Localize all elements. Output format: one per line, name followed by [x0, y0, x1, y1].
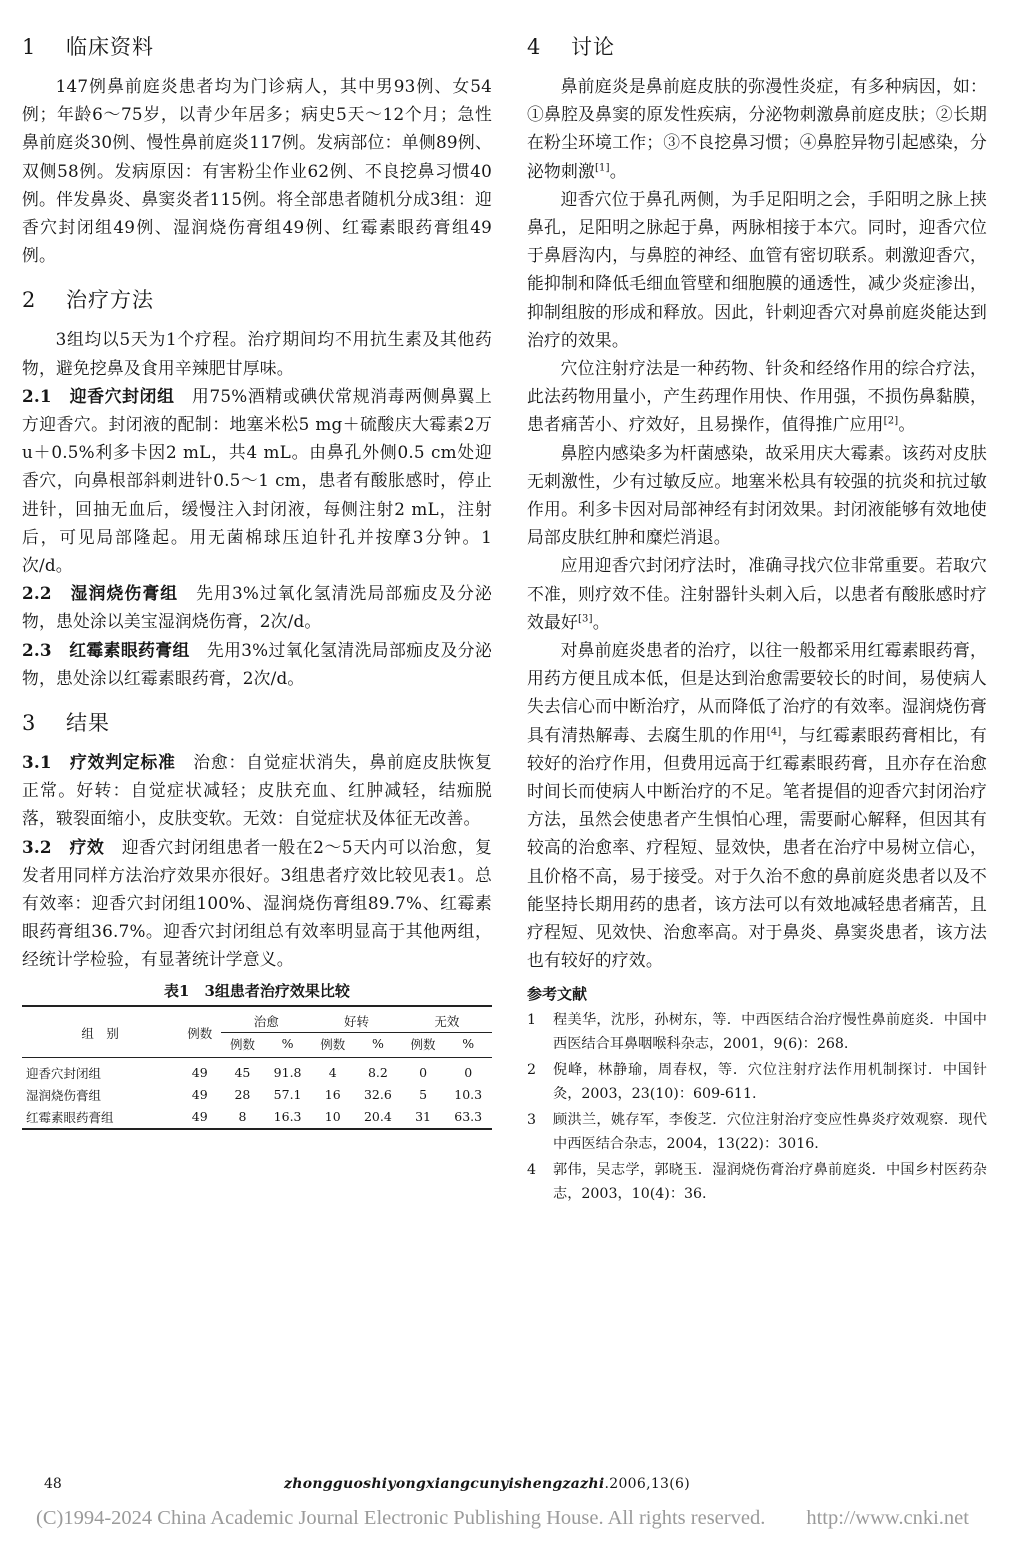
cell-group: 红霉素眼药膏组: [26, 1109, 114, 1125]
subsection-text: 先用3%过氧化氢清洗局部痂皮及分泌物，患处涂以美宝湿润烧伤膏，2次/d。: [22, 583, 492, 632]
cell-cure-n: 8: [238, 1109, 247, 1125]
reference-text: 倪峰，林静瑜，周春权，等．穴位注射疗法作用机制探讨．中国针灸，2003，23(10)：609-611.: [553, 1061, 987, 1102]
subsection-text: 先用3%过氧化氢清洗局部痂皮及分泌物，患处涂以红霉素眼药膏，2次/d。: [22, 639, 492, 688]
cell-better-pct: 20.4: [363, 1109, 392, 1125]
cell-better-pct: 32.6: [363, 1087, 392, 1103]
citation-ref: [1]: [594, 162, 610, 174]
subsection-3-2: [22, 833, 492, 974]
section-title: 讨论: [571, 35, 615, 59]
subheader-n: 例数: [402, 1032, 445, 1057]
cell-cure-pct: 16.3: [273, 1109, 302, 1125]
header-better: 好转: [344, 1013, 370, 1029]
subsection-text: 治愈：自觉症状消失，鼻前庭皮肤恢复正常。好转：自觉症状减轻；皮肤充血、红肿减轻，结痂脱落，皲裂面缩小，皮肤变软。无效：自觉症状及体征无改善。: [22, 752, 492, 829]
cell-cure-n: 45: [234, 1065, 251, 1081]
subsection-text: 迎香穴封闭组患者一般在2～5天内可以治愈，复发者用同样方法治疗效果亦很好。3组患者疗效比较见表1。总有效率：迎香穴封闭组100%、湿润烧伤膏组89.7%、红霉素眼药膏组36.7%。迎香穴封闭组总有效率明显高于其他两组，经统计学检验，有显著统计学意义。: [22, 836, 492, 970]
discussion-paragraph: 鼻腔内感染多为杆菌感染，故采用庆大霉素。该药对皮肤无刺激性，少有过敏反应。地塞米松具有较强的抗炎和抗过敏作用。利多卡因对局部神经有封闭效果。封闭液能够有效地使局部皮肤红肿和糜烂消退。: [527, 442, 987, 548]
section-number: 1: [22, 35, 37, 59]
subsection-2-1: [22, 382, 492, 579]
header-cure: 治愈: [253, 1013, 279, 1029]
cell-n: 49: [191, 1065, 208, 1081]
table-row: [22, 1106, 492, 1129]
section-number: 2: [22, 288, 37, 313]
treatment-paragraph: 3组均以5天为1个疗程。治疗期间均不用抗生素及其他药物，避免挖鼻及食用辛辣肥甘厚味。: [22, 329, 492, 378]
section-number: 4: [527, 35, 542, 59]
cell-none-pct: 10.3: [454, 1087, 483, 1103]
reference-item: [527, 1108, 987, 1156]
reference-item: [527, 1158, 987, 1206]
subsection-heading: 3.2 疗效: [22, 836, 105, 857]
subsection-2-3: [22, 636, 492, 692]
cell-none-n: 5: [419, 1087, 428, 1103]
table-caption: 表1 3组患者治疗效果比较: [164, 981, 350, 1000]
journal-citation: [284, 1476, 690, 1492]
section-title: 结果: [66, 711, 110, 736]
section-3-heading: [22, 708, 492, 738]
header-group: 组 别: [81, 1026, 119, 1042]
discussion-paragraph: [527, 72, 987, 185]
cell-n: 49: [191, 1087, 208, 1103]
page-number: 48: [44, 1476, 62, 1492]
reference-item: [527, 1058, 987, 1106]
discussion-paragraph: [527, 551, 987, 636]
section-number: 3: [22, 711, 37, 736]
subsection-heading: 3.1 疗效判定标准: [22, 752, 176, 773]
table-row: [22, 1057, 492, 1084]
table-row: [22, 1084, 492, 1106]
cell-none-pct: 0: [464, 1065, 473, 1081]
reference-number: 1: [527, 1011, 537, 1028]
reference-number: 2: [527, 1061, 537, 1078]
clinical-data-paragraph: 147例鼻前庭炎患者均为门诊病人，其中男93例、女54例；年龄6～75岁，以青少年居多；病史5天～12个月；急性鼻前庭炎30例、慢性鼻前庭炎117例。发病部位：单侧89例、双侧58例。发病原因：有害粉尘作业62例、不良挖鼻习惯40例。伴发鼻炎、鼻窦炎者115例。将全部患者随机分成3组：迎香穴封闭组49例、湿润烧伤膏组49例、红霉素眼药膏组49例。: [22, 76, 492, 266]
header-none: 无效: [434, 1013, 460, 1029]
cell-better-n: 16: [324, 1087, 341, 1103]
section-2-heading: [22, 285, 492, 315]
section-title: 治疗方法: [66, 288, 154, 313]
discussion-paragraph: [527, 636, 987, 974]
subheader-pct: %: [354, 1032, 402, 1057]
subheader-n: 例数: [221, 1032, 264, 1057]
citation-ref: [3]: [577, 613, 593, 625]
subsection-text: 用75%酒精或碘伏常规消毒两侧鼻翼上方迎香穴。封闭液的配制：地塞米松5 mg＋硫酸庆大霉素2万u＋0.5%利多卡因2 mL，共4 mL。由鼻孔外侧0.5 cm处迎香穴，向鼻根部斜刺进针0.5～1 cm，患者有酸胀感时，停止进针，回抽无血后，缓慢注入封闭液，每侧注射2 mL，注射后，可见局部隆起。用无菌棉球压迫针孔并按摩3分钟。1次/d。: [22, 385, 492, 576]
journal-name: zhongguoshiyongxiangcunyishengzazhi: [284, 1476, 605, 1492]
subsection-3-1: [22, 748, 492, 833]
references-heading: 参考文献: [527, 984, 588, 1003]
subsection-2-2: [22, 579, 492, 635]
cell-cure-pct: 57.1: [273, 1087, 302, 1103]
section-4-heading: [527, 32, 987, 62]
cell-none-n: 0: [419, 1065, 428, 1081]
cell-cure-pct: 91.8: [273, 1065, 302, 1081]
subsection-heading: 2.3 红霉素眼药膏组: [22, 639, 190, 660]
reference-item: [527, 1008, 987, 1056]
section-1-heading: [22, 32, 492, 62]
subsection-heading: 2.1 迎香穴封闭组: [22, 385, 175, 406]
citation-ref: [2]: [883, 415, 899, 427]
cell-better-pct: 8.2: [367, 1065, 388, 1081]
paragraph-end: 。: [609, 160, 627, 181]
cell-group: 湿润烧伤膏组: [26, 1087, 102, 1103]
reference-number: 4: [527, 1161, 537, 1178]
subheader-n: 例数: [311, 1032, 354, 1057]
paragraph-text: 穴位注射疗法是一种药物、针灸和经络作用的综合疗法，此法药物用量小，产生药理作用快、作用强，不损伤鼻黏膜，患者痛苦小、疗效好，且易操作，值得推广应用: [527, 358, 987, 435]
cell-better-n: 10: [324, 1109, 341, 1125]
discussion-paragraph: 迎香穴位于鼻孔两侧，为手足阳明之会，手阳明之脉上挟鼻孔，足阳明之脉起于鼻，两脉相接于本穴。同时，迎香穴位于鼻唇沟内，与鼻腔的神经、血管有密切联系。刺激迎香穴，能抑制和降低毛细血管壁和细胞膜的通透性，减少炎症渗出，抑制组胺的形成和释放。因此，针刺迎香穴对鼻前庭炎能达到治疗的效果。: [527, 188, 987, 350]
subheader-pct: %: [264, 1032, 312, 1057]
paragraph-text: 应用迎香穴封闭疗法时，准确寻找穴位非常重要。若取穴不准，则疗效不佳。注射器针头刺入后，以患者有酸胀感时疗效最好: [527, 555, 987, 632]
paragraph-text: 对鼻前庭炎患者的治疗，以往一般都采用红霉素眼药膏，用药方便且成本低，但是达到治愈需要较长的时间，易使病人失去信心而中断治疗，从而降低了治疗的有效率。湿润烧伤膏具有清热解毒、去腐生肌的作用: [527, 640, 987, 745]
cell-none-n: 31: [415, 1109, 431, 1125]
discussion-paragraph: [527, 354, 987, 439]
cell-n: 49: [191, 1109, 208, 1125]
paragraph-end: 。: [898, 414, 916, 435]
copyright-watermark: (C)1994-2024 China Academic Journal Electronic Publishing House. All rights reserved. http://www.cnki.net: [36, 1507, 969, 1529]
cell-group: 迎香穴封闭组: [26, 1065, 102, 1081]
header-count: 例数: [187, 1026, 213, 1042]
section-title: 临床资料: [66, 35, 154, 59]
subsection-heading: 2.2 湿润烧伤膏组: [22, 583, 179, 604]
left-column: [22, 28, 492, 1130]
cell-better-n: 4: [328, 1065, 337, 1081]
right-column: [527, 28, 987, 1208]
paragraph-text: 鼻前庭炎是鼻前庭皮肤的弥漫性炎症，有多种病因，如：①鼻腔及鼻窦的原发性疾病，分泌物刺激鼻前庭皮肤；②长期在粉尘环境工作；③不良挖鼻习惯；④鼻腔异物引起感染，分泌物刺激: [527, 76, 987, 181]
paragraph-end: 。: [592, 611, 610, 632]
reference-number: 3: [527, 1111, 537, 1128]
results-table: [22, 1005, 492, 1130]
reference-text: 顾洪兰，姚存军，李俊芝．穴位注射治疗变应性鼻炎疗效观察．现代中西医结合杂志，2004，13(22)：3016.: [553, 1111, 987, 1152]
cell-cure-n: 28: [234, 1087, 251, 1103]
cell-none-pct: 63.3: [454, 1109, 483, 1125]
citation-ref: [4]: [766, 726, 782, 738]
journal-issue: .2006,13(6): [604, 1476, 690, 1492]
subheader-pct: %: [444, 1032, 492, 1057]
reference-text: 郭伟，吴志学，郭晓玉．湿润烧伤膏治疗鼻前庭炎．中国乡村医药杂志，2003，10(4)：36.: [553, 1161, 987, 1202]
paragraph-text: ，与红霉素眼药膏相比，有较好的治疗作用，但费用远高于红霉素眼药膏，且亦存在治愈时间长而使病人中断治疗的不足。笔者提倡的迎香穴封闭治疗方法，虽然会使患者产生惧怕心理，需要耐心解释，但因其有较高的治愈率、疗程短、显效快，患者在治疗中易树立信心，且价格不高，易于接受。对于久治不愈的鼻前庭炎患者以及不能坚持长期用药的患者，该方法可以有效地减轻患者痛苦，且疗程短、见效快、治愈率高。对于鼻炎、鼻窦炎患者，该方法也有较好的疗效。: [527, 724, 987, 971]
reference-text: 程美华，沈彤，孙树东，等．中西医结合治疗慢性鼻前庭炎．中国中西医结合耳鼻咽喉科杂志，2001，9(6)：268.: [553, 1011, 987, 1052]
